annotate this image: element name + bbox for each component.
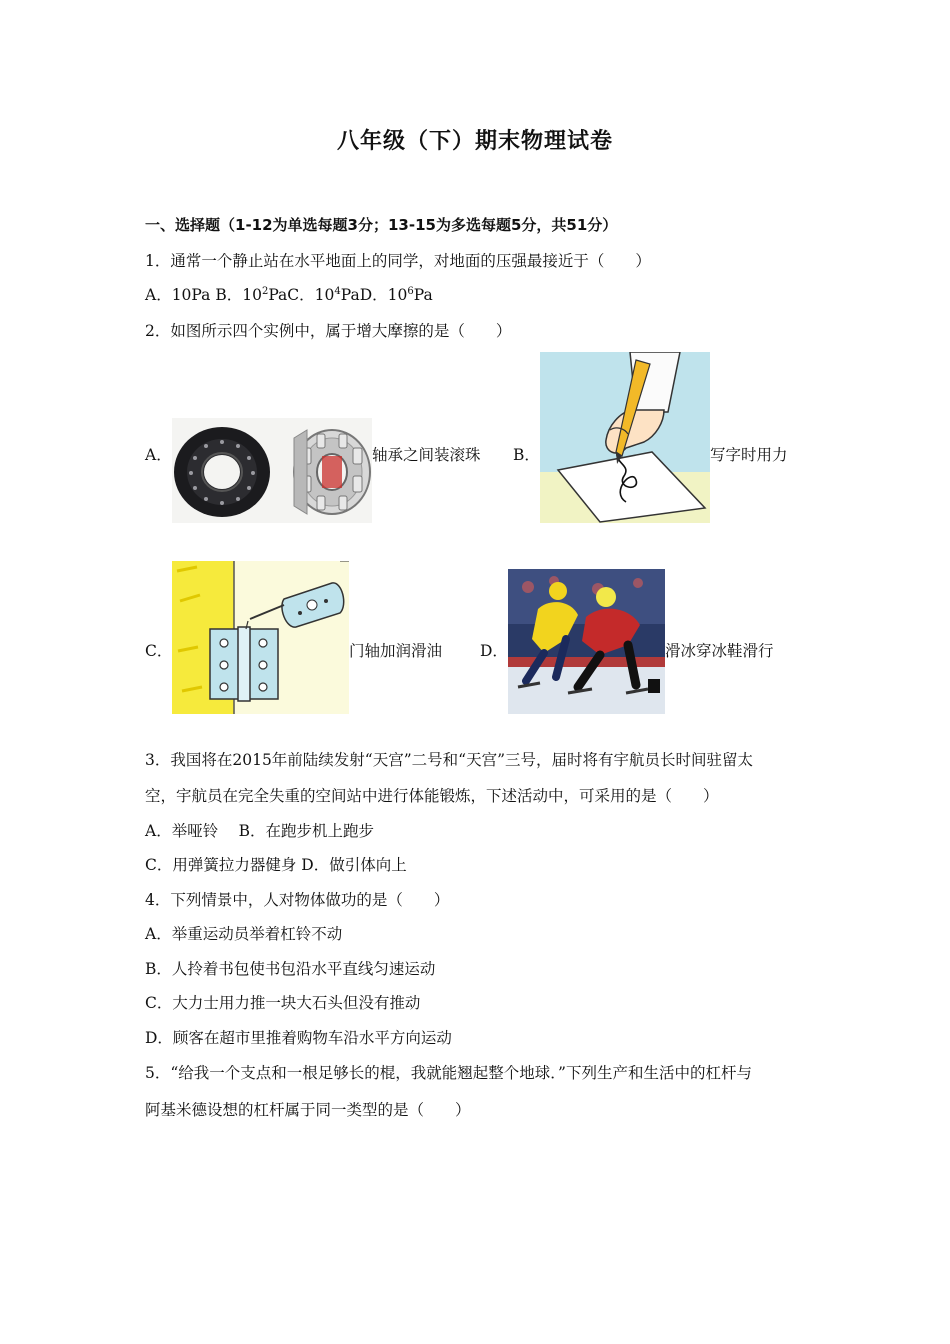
q2-option-b-text: 写字时用力 — [710, 446, 788, 464]
q2-option-d-label: D． — [480, 642, 508, 660]
question-1-options — [145, 285, 433, 305]
question-5-line-2: 阿基米德设想的杠杆属于同一类型的是（ ） — [145, 1101, 471, 1119]
q1-option-ab: A．10Pa B．10 — [145, 286, 262, 304]
q2-option-b-label: B． — [513, 446, 540, 464]
question-1-stem: 1．通常一个静止站在水平地面上的同学，对地面的压强最接近于（ ） — [145, 252, 651, 270]
question-4-option-d: D．顾客在超市里推着购物车沿水平方向运动 — [145, 1029, 452, 1047]
speed-skating-image — [508, 569, 665, 714]
bearing-image — [172, 418, 372, 523]
question-4-stem: 4．下列情景中，人对物体做功的是（ ） — [145, 891, 450, 909]
question-4-option-b: B．人拎着书包使书包沿水平直线匀速运动 — [145, 960, 436, 978]
q1-option-d: PaD．10 — [340, 286, 408, 304]
q2-option-a-text: 轴承之间装滚珠 — [372, 446, 481, 464]
question-2-stem: 2．如图所示四个实例中，属于增大摩擦的是（ ） — [145, 322, 512, 340]
question-3-line-1: 3．我国将在2015年前陆续发射“天宫”二号和“天宫”三号，届时将有宇航员长时间驻留太 — [145, 751, 754, 769]
q1-unit: Pa — [413, 286, 433, 304]
question-4-option-a: A．举重运动员举着杠铃不动 — [145, 925, 343, 943]
q1-exp-6: 6 — [407, 285, 414, 297]
question-3-options-ab: A．举哑铃 B．在跑步机上跑步 — [145, 822, 375, 840]
question-5-line-1: 5．“给我一个支点和一根足够长的棍，我就能翘起整个地球．”下列生产和生活中的杠杆与 — [145, 1064, 752, 1082]
question-3-line-2: 空，宇航员在完全失重的空间站中进行体能锻炼，下述活动中，可采用的是（ ） — [145, 787, 719, 805]
q2-option-c-label: C． — [145, 642, 173, 660]
question-4-option-c: C．大力士用力推一块大石头但没有推动 — [145, 994, 421, 1012]
question-3-options-cd: C．用弹簧拉力器健身 D．做引体向上 — [145, 856, 407, 874]
q1-exp-2: 2 — [261, 285, 269, 297]
q1-option-c: PaC．10 — [268, 286, 335, 304]
q2-option-a-label: A． — [145, 446, 172, 464]
writing-hand-image — [540, 352, 710, 523]
door-hinge-image — [172, 561, 349, 714]
q2-option-d-text: 滑冰穿冰鞋滑行 — [665, 642, 774, 660]
section-heading: 一、选择题（1-12为单选每题3分；13-15为多选每题5分，共51分） — [145, 216, 618, 234]
q1-exp-4: 4 — [334, 285, 341, 297]
page-title: 八年级（下）期末物理试卷 — [336, 129, 613, 154]
q2-option-c-text: 门轴加润滑油 — [349, 642, 443, 660]
